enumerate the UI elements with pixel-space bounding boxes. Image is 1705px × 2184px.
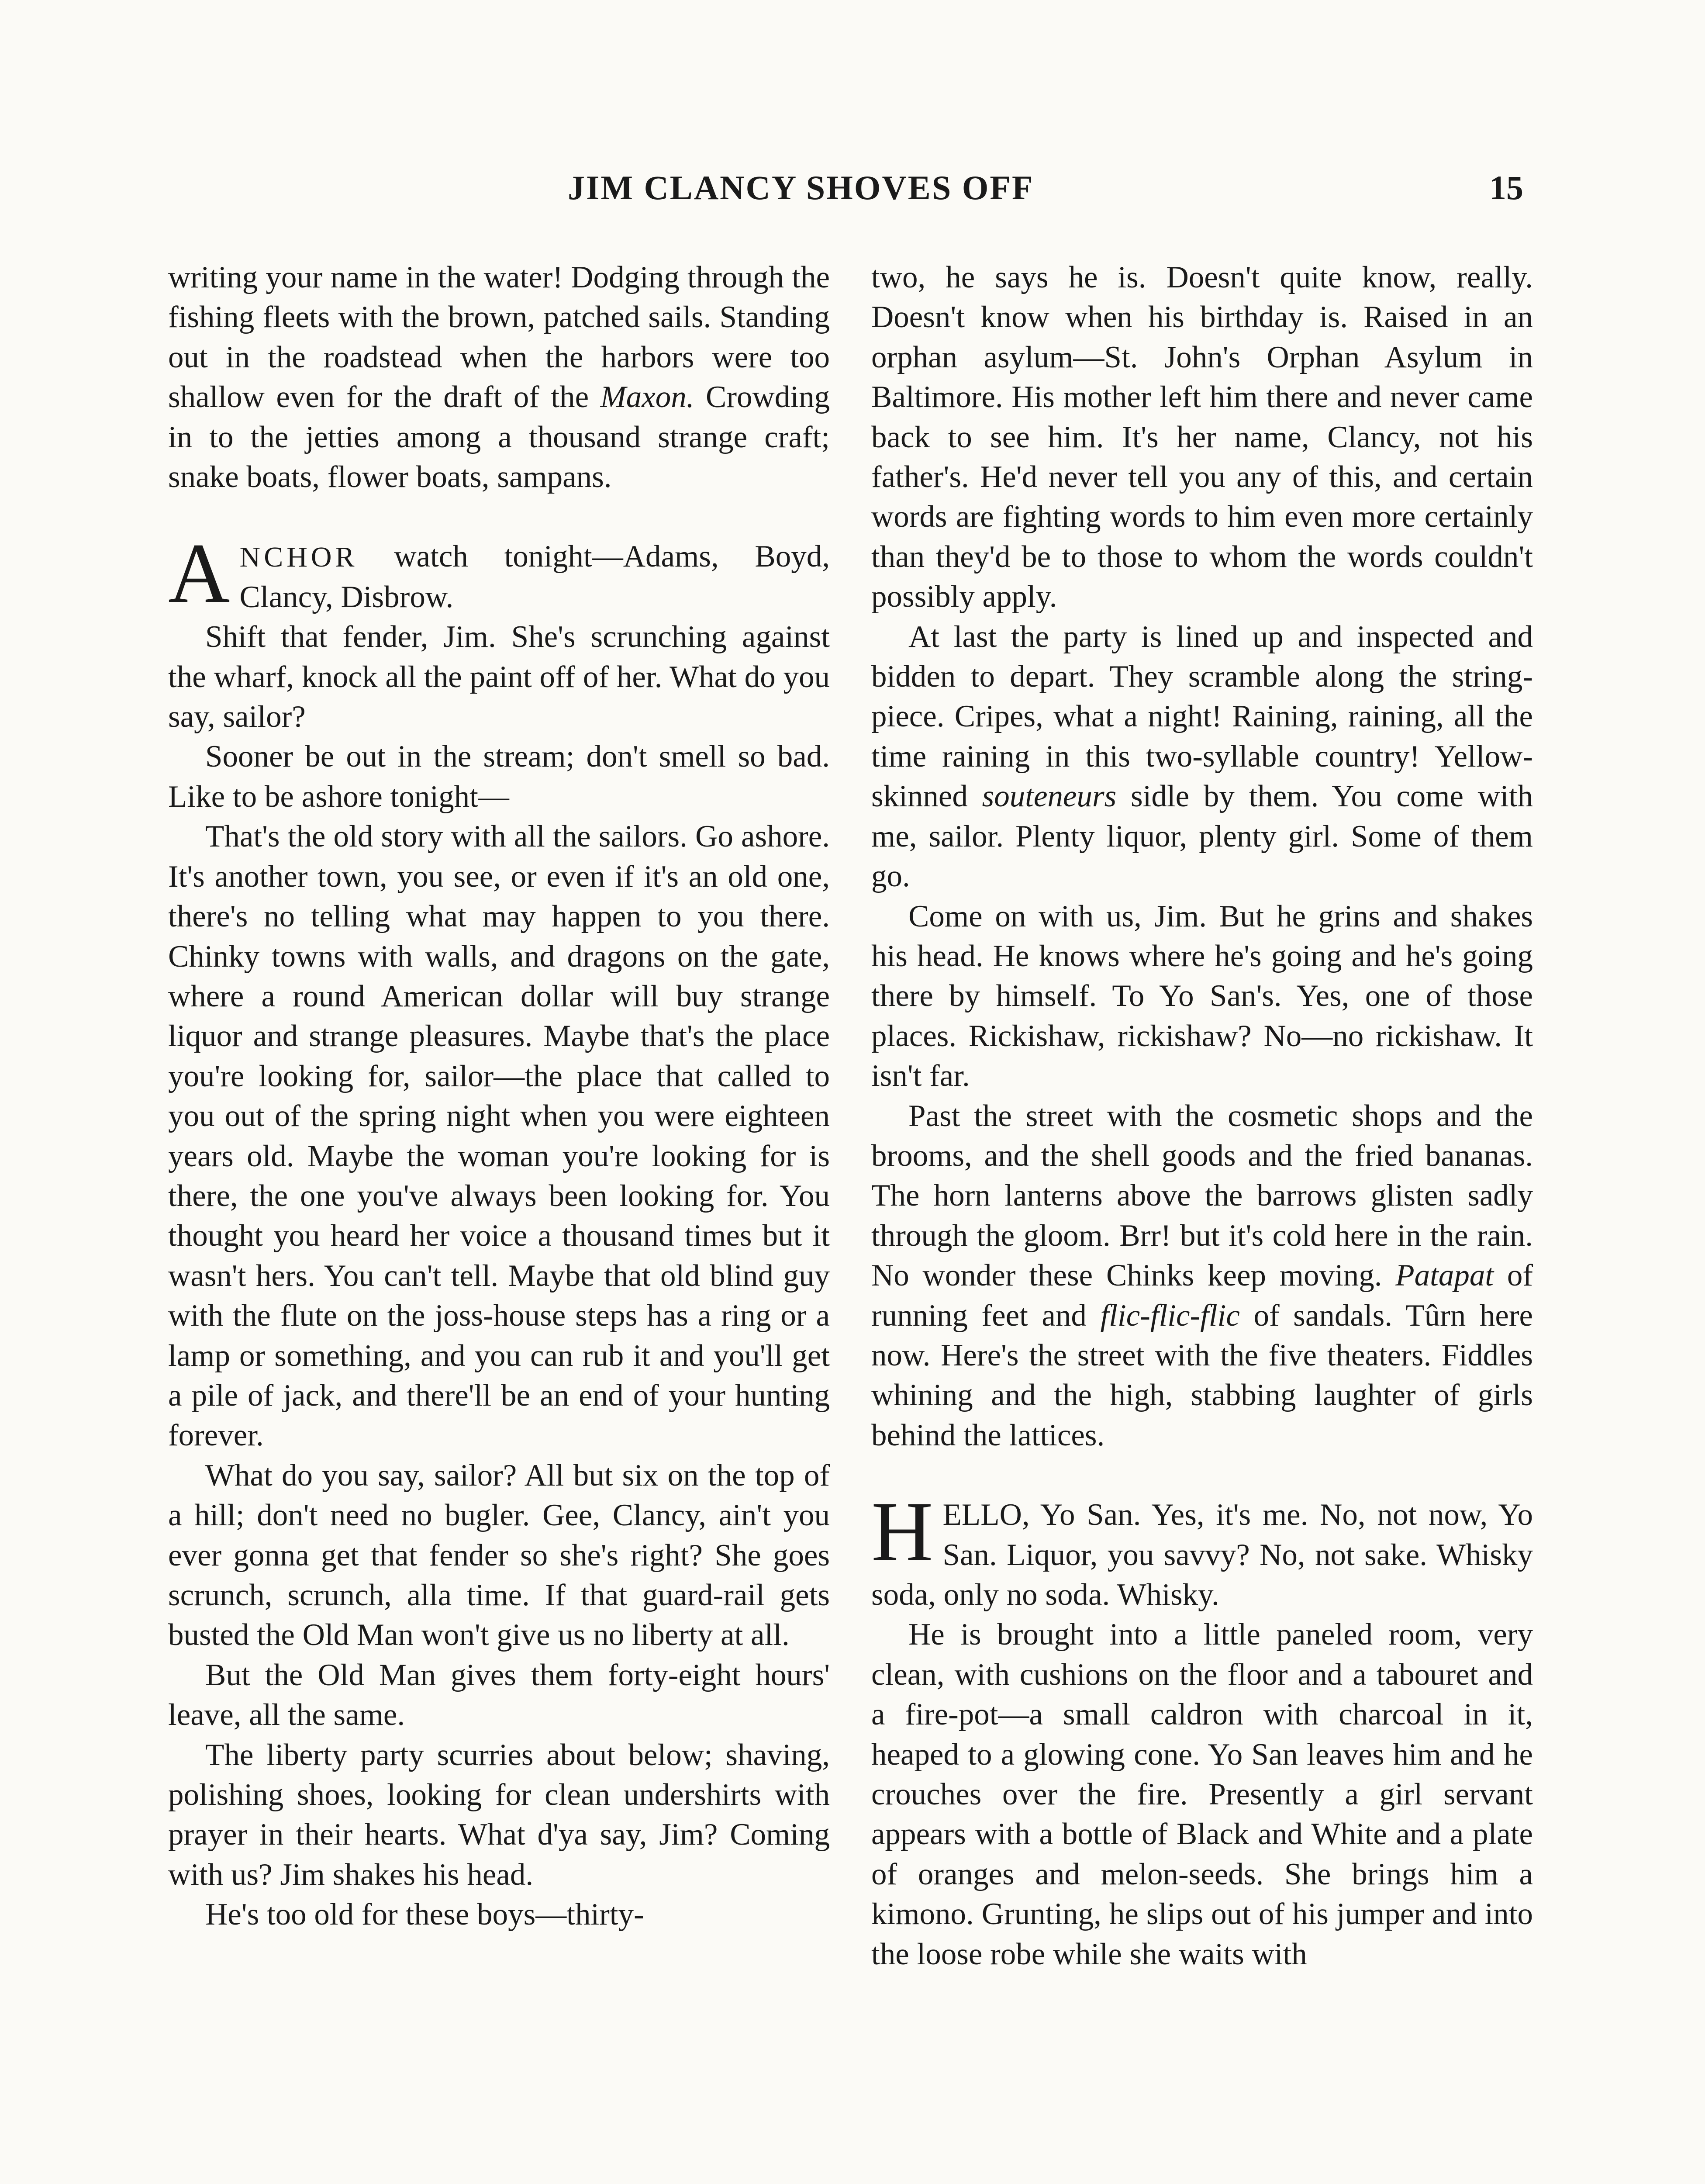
page-number: 15 xyxy=(1489,169,1523,207)
drop-cap: A xyxy=(168,526,230,621)
paragraph: Sooner be out in the stream; don't smell so bad. Like to be ashore tonight— xyxy=(168,740,830,814)
right-column xyxy=(871,258,1533,1974)
left-column xyxy=(168,258,830,1935)
paragraph: writing your name in the water! Dodging through the fishing fleets with the brown, patched sails. Standing out in the roadstead when the harbors were too shallow even for the draft of the Maxon. Crowding in to the jetties among a thousand strange craft; snake boats, flower boats, sampans. xyxy=(168,260,830,494)
paragraph: He's too old for these boys—thirty- xyxy=(205,1897,644,1932)
paragraph: Come on with us, Jim. But he grins and shakes his head. He knows where he's going and he's going there by himself. To Yo San's. Yes, one of those places. Rickishaw, rickishaw? No—no rickishaw. It isn't far. xyxy=(871,899,1533,1093)
paragraph: Past the street with the cosmetic shops and the brooms, and the shell goods and the fried bananas. The horn lanterns above the barrows glisten sadly through the gloom. Brr! but it's cold here in the rain. No wonder these Chinks keep moving. Patapat of running feet and flic-flic-flic of sandals. Tûrn here now. Here's the street with the five theaters. Fiddles whining and the high, stabbing laughter of girls behind the lattices. xyxy=(871,1099,1533,1452)
drop-cap: H xyxy=(871,1484,933,1579)
paragraph: At last the party is lined up and inspected and bidden to depart. They scramble along the string-piece. Cripes, what a night! Raining, raining, all the time raining in this two-syllable country! Yellow-skinned souteneurs sidle by them. You come with me, sailor. Plenty liquor, plenty girl. Some of them go. xyxy=(871,619,1533,894)
running-head: JIM CLANCY SHOVES OFF xyxy=(568,169,1034,207)
paragraph: The liberty party scurries about below; shaving, polishing shoes, looking for clean undershirts with prayer in their hearts. What d'ya say, Jim? Coming with us? Jim shakes his head. xyxy=(168,1738,830,1892)
paragraph: What do you say, sailor? All but six on the top of a hill; don't need no bugler. Gee, Clancy, ain't you ever gonna get that fender so she's right? She goes scrunch, scrunch, alla time. If that guard-rail gets busted the Old Man won't give us no liberty at all. xyxy=(168,1458,830,1652)
paragraph: Shift that fender, Jim. She's scrunching against the wharf, knock all the paint off of her. What do you say, sailor? xyxy=(168,620,830,734)
paragraph: He is brought into a little paneled room, very clean, with cushions on the floor and a tabouret and a fire-pot—a small caldron with charcoal in it, heaped to a glowing cone. Yo San leaves him and he crouches over the fire. Presently a girl servant appears with a bottle of Black and White and a plate of oranges and melon-seeds. She brings him a kimono. Grunting, he slips out of his jumper and into the loose robe while she waits with xyxy=(871,1617,1533,1971)
paragraph: But the Old Man gives them forty-eight hours' leave, all the same. xyxy=(168,1658,830,1732)
section-start-paragraph: ANCHOR watch tonight—Adams, Boyd, Clancy, Disbrow. xyxy=(168,526,830,621)
paragraph: two, he says he is. Doesn't quite know, really. Doesn't know when his birthday is. Raised in an orphan asylum—St. John's Orphan Asylum in Baltimore. His mother left him there and never came back to see him. It's her name, Clancy, not his father's. He'd never tell you any of this, and certain words are fighting words to him even more certainly than they'd be to those to whom the words couldn't possibly apply. xyxy=(871,260,1533,614)
section-start-paragraph: HELLO, Yo San. Yes, it's me. No, not now, Yo San. Liquor, you savvy? No, not sake. Whisky soda, only no soda. Whisky. xyxy=(871,1484,1533,1612)
paragraph: That's the old story with all the sailors. Go ashore. It's another town, you see, or even if it's an old one, there's no telling what may happen to you there. Chinky towns with walls, and dragons on the gate, where a round American dollar will buy strange liquor and strange pleasures. Maybe that's the place you're looking for, sailor—the place that called to you out of the spring night when you were eighteen years old. Maybe the woman you're looking for is there, the one you've always been looking for. You thought you heard her voice a thousand times but it wasn't hers. You can't tell. Maybe that old blind guy with the flute on the joss-house steps has a ring or a lamp or something, and you can rub it and you'll get a pile of jack, and there'll be an end of your hunting forever. xyxy=(168,819,830,1453)
